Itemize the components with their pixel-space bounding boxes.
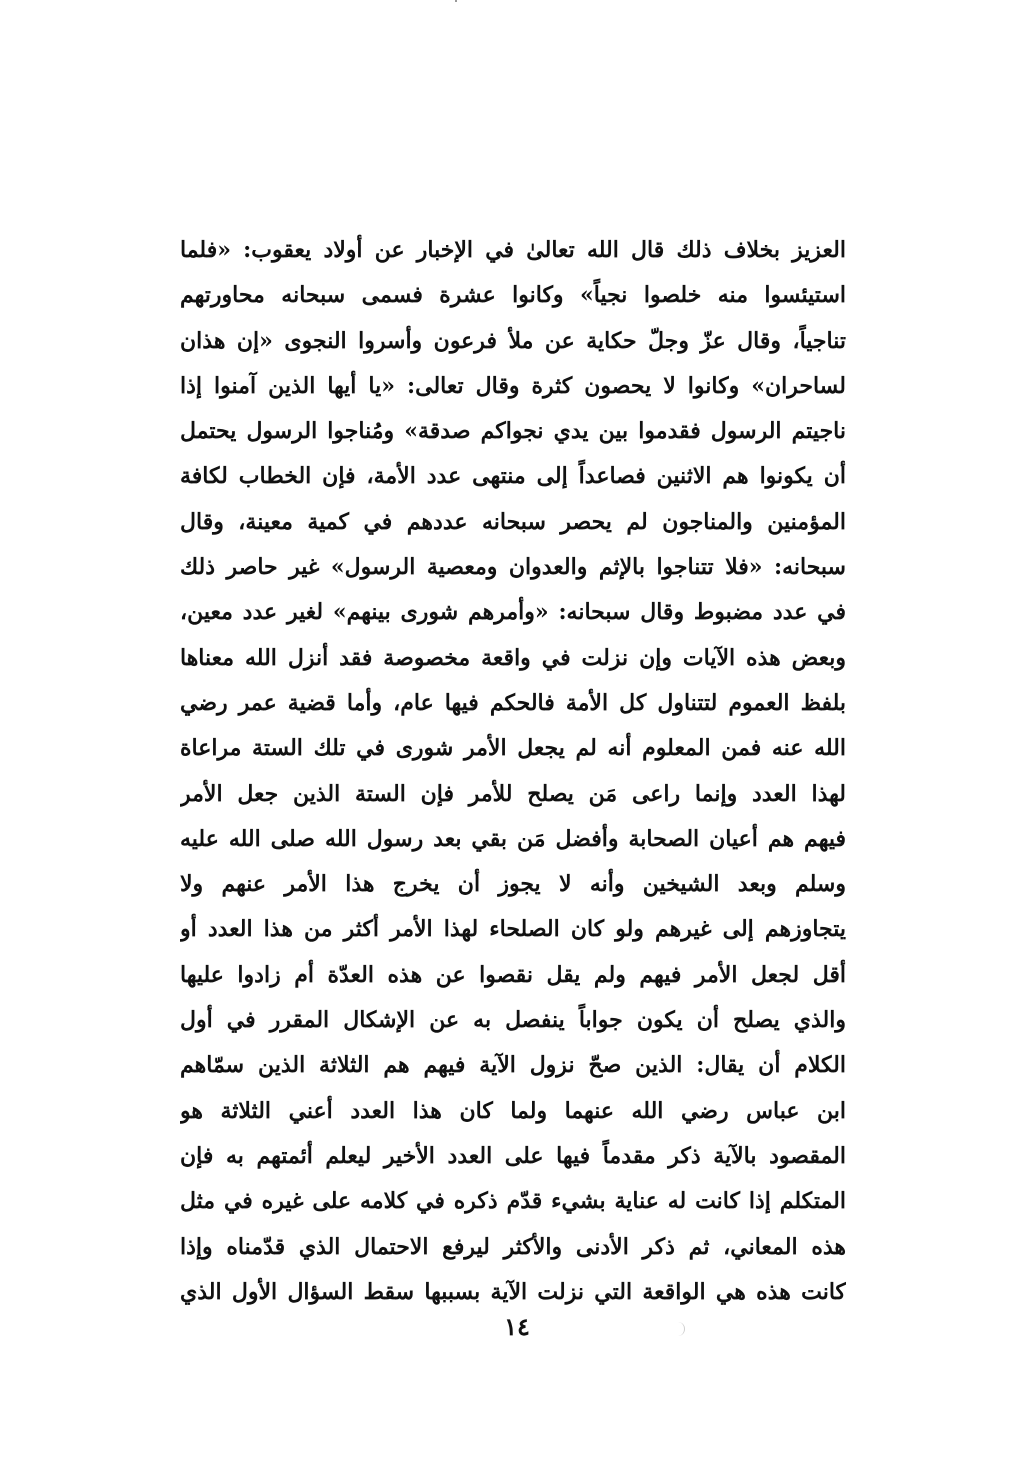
text-line: الله عنه فمن المعلوم أنه لم يجعل الأمر شورى في تلك الستة مراعاة [180, 735, 846, 762]
text-line: تناجياً، وقال عزّ وجلّ حكاية عن ملأ فرعون وأسروا النجوى «إن هذان [180, 327, 846, 354]
text-line: العزيز بخلاف ذلك قال الله تعالىٰ في الإخبار عن أولاد يعقوب: «فلما [180, 237, 846, 263]
text-line: المؤمنين والمناجون لم يحصر سبحانه عددهم في كمية معينة، وقال [180, 508, 846, 535]
text-line: والذي يصلح أن يكون جواباً ينفصل به عن الإشكال المقرر في أول [180, 1007, 846, 1034]
text-line: الكلام أن يقال: الذين صحّ نزول الآية فيهم هم الثلاثة الذين سمّاهم [180, 1052, 846, 1079]
text-line: أن يكونوا هم الاثنين فصاعداً إلى منتهى عدد الأمة، فإن الخطاب لكافة [180, 463, 846, 490]
scan-speck [455, 0, 457, 2]
text-line: لهذا العدد وإنما راعى مَن يصلح للأمر فإن الستة الذين جعل الأمر [180, 780, 846, 807]
text-line: لساحران» وكانوا لا يحصون كثرة وقال تعالى: «يا أيها الذين آمنوا إذا [180, 372, 846, 399]
text-line: وبعض هذه الآيات وإن نزلت في واقعة مخصوصة فقد أنزل الله معناها [180, 644, 846, 671]
text-line: استيئسوا منه خلصوا نجياً» وكانوا عشرة فسمى سبحانه محاورتهم [180, 282, 846, 309]
page-number: ١٤ [504, 1312, 530, 1341]
body-text [180, 228, 846, 1315]
text-line: بلفظ العموم لتتناول كل الأمة فالحكم فيها عام، وأما قضية عمر رضي [180, 689, 846, 716]
text-line: ناجيتم الرسول فقدموا بين يدي نجواكم صدقة» ومُناجوا الرسول يحتمل [180, 418, 846, 445]
text-line: أقل لجعل الأمر فيهم ولم يقل نقصوا عن هذه العدّة أم زادوا عليها [180, 961, 846, 988]
text-line: فيهم هم أعيان الصحابة وأفضل مَن بقي بعد رسول الله صلى الله عليه [180, 825, 846, 852]
text-line: المقصود بالآية ذكر مقدماً فيها على العدد الأخير ليعلم أئمتهم به فإن [180, 1142, 846, 1169]
text-line: سبحانه: «فلا تتناجوا بالإثم والعدوان ومعصية الرسول» غير حاصر ذلك [180, 554, 846, 581]
scan-mark [678, 1322, 685, 1336]
text-line: ابن عباس رضي الله عنهما ولما كان هذا العدد أعني الثلاثة هو [180, 1097, 846, 1124]
text-line: المتكلم إذا كانت له عناية بشيء قدّم ذكره في كلامه على غيره في مثل [180, 1188, 846, 1215]
text-line: في عدد مضبوط وقال سبحانه: «وأمرهم شورى بينهم» لغير عدد معين، [180, 599, 846, 626]
text-line: هذه المعاني، ثم ذكر الأدنى والأكثر ليرفع الاحتمال الذي قدّمناه وإذا [180, 1233, 846, 1260]
text-line: يتجاوزهم إلى غيرهم ولو كان الصلحاء لهذا الأمر أكثر من هذا العدد أو [180, 916, 846, 943]
text-line: وسلم وبعد الشيخين وأنه لا يجوز أن يخرج هذا الأمر عنهم ولا [180, 871, 846, 898]
text-line: كانت هذه هي الواقعة التي نزلت الآية بسببها سقط السؤال الأول الذي [180, 1278, 846, 1305]
